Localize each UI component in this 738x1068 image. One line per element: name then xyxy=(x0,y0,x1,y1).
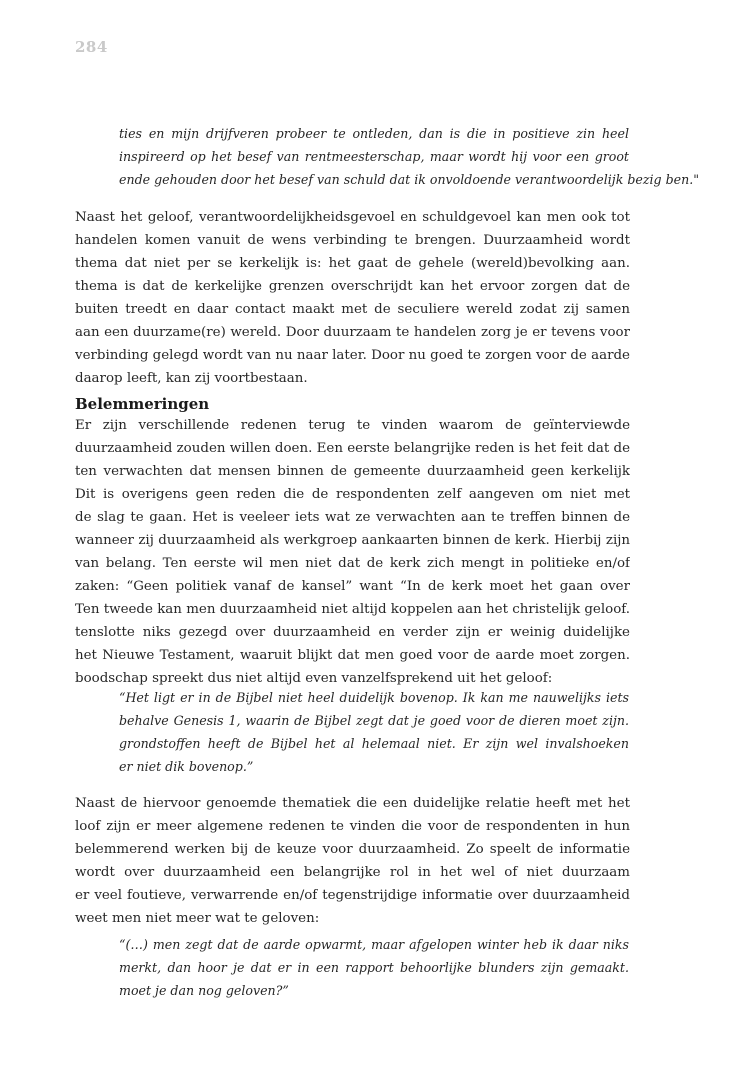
body-line: belemmerend werken bij de keuze voor duurzaamheid. Zo speelt de informatie xyxy=(75,842,630,857)
quote-line: ende gehouden door het besef van schuld dat ik onvoldoende verantwoordelijk bezig ben." xyxy=(119,172,700,187)
block-quote-2 xyxy=(119,686,629,778)
block-quote-3 xyxy=(119,933,629,1002)
body-line: aan een duurzame(re) wereld. Door duurzaam te handelen zorg je er tevens voor xyxy=(75,325,630,340)
body-line: wanneer zij duurzaamheid als werkgroep aankaarten binnen de kerk. Hierbij zijn xyxy=(75,533,630,548)
body-line: daarop leeft, kan zij voortbestaan. xyxy=(75,371,308,386)
paragraph-3 xyxy=(75,792,630,930)
paragraph-1 xyxy=(75,206,630,390)
body-line: het Nieuwe Testament, waaruit blijkt dat men goed voor de aarde moet zorgen. xyxy=(75,648,630,663)
paragraph-2 xyxy=(75,414,630,690)
page-number: 284 xyxy=(75,38,108,56)
body-line: boodschap spreekt dus niet altijd even vanzelfsprekend uit het geloof: xyxy=(75,671,553,686)
body-line: Naast de hiervoor genoemde thematiek die een duidelijke relatie heeft met het xyxy=(75,796,630,811)
quote-line: behalve Genesis 1, waarin de Bijbel zegt dat je goed voor de dieren moet zijn. xyxy=(119,713,629,728)
body-line: thema dat niet per se kerkelijk is: het gaat de gehele (wereld)bevolking aan. xyxy=(75,256,630,271)
body-line: Naast het geloof, verantwoordelijkheidsgevoel en schuldgevoel kan men ook tot xyxy=(75,210,630,225)
quote-line: “(…) men zegt dat de aarde opwarmt, maar afgelopen winter heb ik daar niks xyxy=(119,937,629,952)
quote-line: inspireerd op het besef van rentmeesterschap, maar wordt hij voor een groot xyxy=(119,149,629,164)
quote-line: “Het ligt er in de Bijbel niet heel duidelijk bovenop. Ik kan me nauwelijks iets xyxy=(119,690,629,705)
body-line: Ten tweede kan men duurzaamheid niet altijd koppelen aan het christelijk geloof. xyxy=(75,602,630,617)
body-line: duurzaamheid zouden willen doen. Een eerste belangrijke reden is het feit dat de xyxy=(75,441,630,456)
body-line: ten verwachten dat mensen binnen de gemeente duurzaamheid geen kerkelijk xyxy=(75,464,630,479)
quote-line: ties en mijn drijfveren probeer te ontleden, dan is die in positieve zin heel xyxy=(119,126,629,141)
body-line: thema is dat de kerkelijke grenzen overschrijdt kan het ervoor zorgen dat de xyxy=(75,279,630,294)
body-line: Dit is overigens geen reden die de respondenten zelf aangeven om niet met xyxy=(75,487,630,502)
block-quote-top xyxy=(119,122,700,191)
body-line: er veel foutieve, verwarrende en/of tegenstrijdige informatie over duurzaamheid xyxy=(75,888,630,903)
body-line: loof zijn er meer algemene redenen te vinden die voor de respondenten in hun xyxy=(75,819,630,834)
body-line: verbinding gelegd wordt van nu naar later. Door nu goed te zorgen voor de aarde xyxy=(75,348,630,363)
body-line: Er zijn verschillende redenen terug te vinden waarom de geïnterviewde xyxy=(75,418,630,433)
quote-line: grondstoffen heeft de Bijbel het al helemaal niet. Er zijn wel invalshoeken xyxy=(119,736,629,751)
body-line: zaken: “Geen politiek vanaf de kansel” want “In de kerk moet het gaan over xyxy=(75,579,630,594)
body-line: tenslotte niks gezegd over duurzaamheid en verder zijn er weinig duidelijke xyxy=(75,625,630,640)
body-line: buiten treedt en daar contact maakt met de seculiere wereld zodat zij samen xyxy=(75,302,630,317)
section-heading: Belemmeringen xyxy=(75,395,210,413)
quote-line: merkt, dan hoor je dat er in een rapport behoorlijke blunders zijn gemaakt. xyxy=(119,960,629,975)
body-line: wordt over duurzaamheid een belangrijke rol in het wel of niet duurzaam xyxy=(75,865,630,880)
quote-line: er niet dik bovenop.” xyxy=(119,759,254,774)
body-line: van belang. Ten eerste wil men niet dat de kerk zich mengt in politieke en/of xyxy=(75,556,630,571)
body-line: de slag te gaan. Het is veeleer iets wat ze verwachten aan te treffen binnen de xyxy=(75,510,630,525)
body-line: weet men niet meer wat te geloven: xyxy=(75,911,320,926)
quote-line: moet je dan nog geloven?” xyxy=(119,983,289,998)
body-line: handelen komen vanuit de wens verbinding te brengen. Duurzaamheid wordt xyxy=(75,233,630,248)
